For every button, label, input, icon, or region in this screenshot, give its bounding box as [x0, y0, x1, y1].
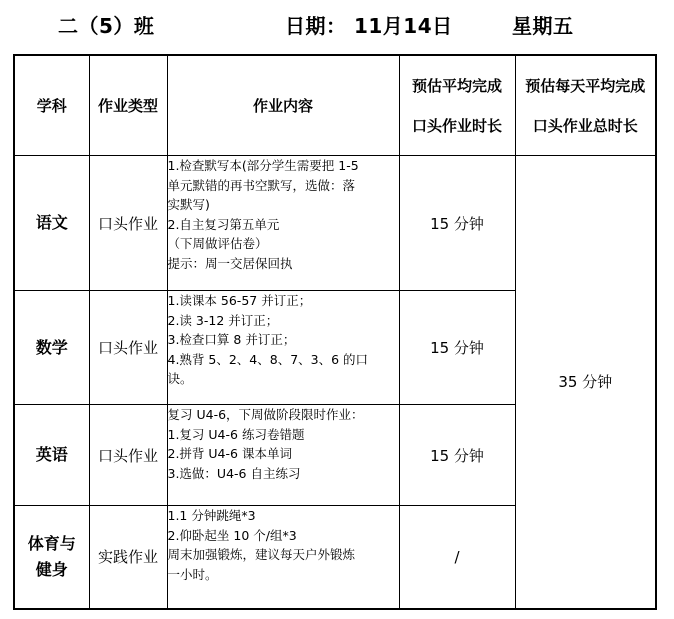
duration-cell: 15 分钟	[399, 156, 515, 291]
content-line: 2.读 3-12 并订正；	[167, 312, 279, 328]
page-header	[0, 0, 674, 48]
content-cell	[167, 156, 399, 291]
content-line: 1.1 分钟跳绳*3	[167, 508, 256, 523]
daily-total-cell: 35 分钟	[515, 156, 656, 609]
content-line: 3.检查口算 8 并订正；	[167, 332, 296, 347]
duration-cell: /	[399, 506, 515, 609]
content-cell	[167, 405, 399, 506]
content-line: 复习 U4-6，下周做阶段限时作业：	[167, 407, 364, 422]
type-cell: 口头作业	[89, 405, 167, 506]
type-cell: 口头作业	[89, 291, 167, 405]
content-line: 1.读课本 56-57 并订正；	[167, 293, 312, 308]
date-label: 日期： 11月14日	[285, 14, 453, 38]
type-cell: 口头作业	[89, 156, 167, 291]
subject-label: 数学	[35, 337, 68, 357]
weekday-label: 星期五	[512, 14, 574, 38]
content-cell	[167, 291, 399, 405]
content-line: 2.自主复习第五单元	[167, 216, 280, 232]
class-name: 二（5）班	[58, 14, 155, 38]
subject-cell	[14, 405, 89, 506]
col-header-type: 作业类型	[89, 55, 167, 156]
content-line: 2.仰卧起坐 10 个/组*3	[167, 527, 297, 543]
subject-label: 英语	[35, 445, 68, 464]
subject-label: 语文	[35, 213, 68, 232]
table-header-row	[14, 55, 656, 156]
subject-cell	[14, 506, 89, 609]
table-row	[14, 156, 656, 291]
content-line: 1.复习 U4-6 练习卷错题	[167, 426, 305, 442]
col-header-subject: 学科	[14, 55, 89, 156]
content-line: （下周做评估卷）	[167, 236, 268, 251]
content-cell	[167, 506, 399, 609]
content-line: 周末加强锻炼，建议每天户外锻炼	[167, 547, 356, 562]
content-line: 提示：周一交居保回执	[167, 255, 293, 271]
content-line: 1.检查默写本(部分学生需要把 1-5	[167, 158, 359, 173]
col-header-daily-total	[515, 55, 656, 156]
content-line: 一小时。	[167, 566, 218, 582]
content-line: 诀。	[167, 371, 193, 386]
subject-cell	[14, 156, 89, 291]
homework-table	[13, 54, 657, 610]
duration-cell: 15 分钟	[399, 291, 515, 405]
col-header-avg-line1: 预估平均完成	[411, 76, 502, 95]
content-line: 3.选做：U4-6 自主练习	[167, 465, 301, 481]
content-line: 单元默错的再书空默写，选做：落	[167, 177, 356, 193]
type-cell: 实践作业	[89, 506, 167, 609]
content-line: 4.熟背 5、2、4、8、7、3、6 的口	[167, 351, 369, 367]
col-header-avg-line2: 口头作业时长	[411, 116, 502, 135]
col-header-daily-line2: 口头作业总时长	[532, 116, 638, 135]
subject-label-line2: 健身	[35, 559, 68, 579]
subject-cell	[14, 291, 89, 405]
col-header-avg-duration	[399, 55, 515, 156]
duration-cell: 15 分钟	[399, 405, 515, 506]
col-header-content: 作业内容	[167, 55, 399, 156]
subject-label-line1: 体育与	[27, 533, 76, 553]
content-line: 实默写)	[167, 197, 210, 212]
content-line: 2.拼背 U4-6 课本单词	[167, 446, 292, 461]
col-header-daily-line1: 预估每天平均完成	[525, 76, 646, 95]
